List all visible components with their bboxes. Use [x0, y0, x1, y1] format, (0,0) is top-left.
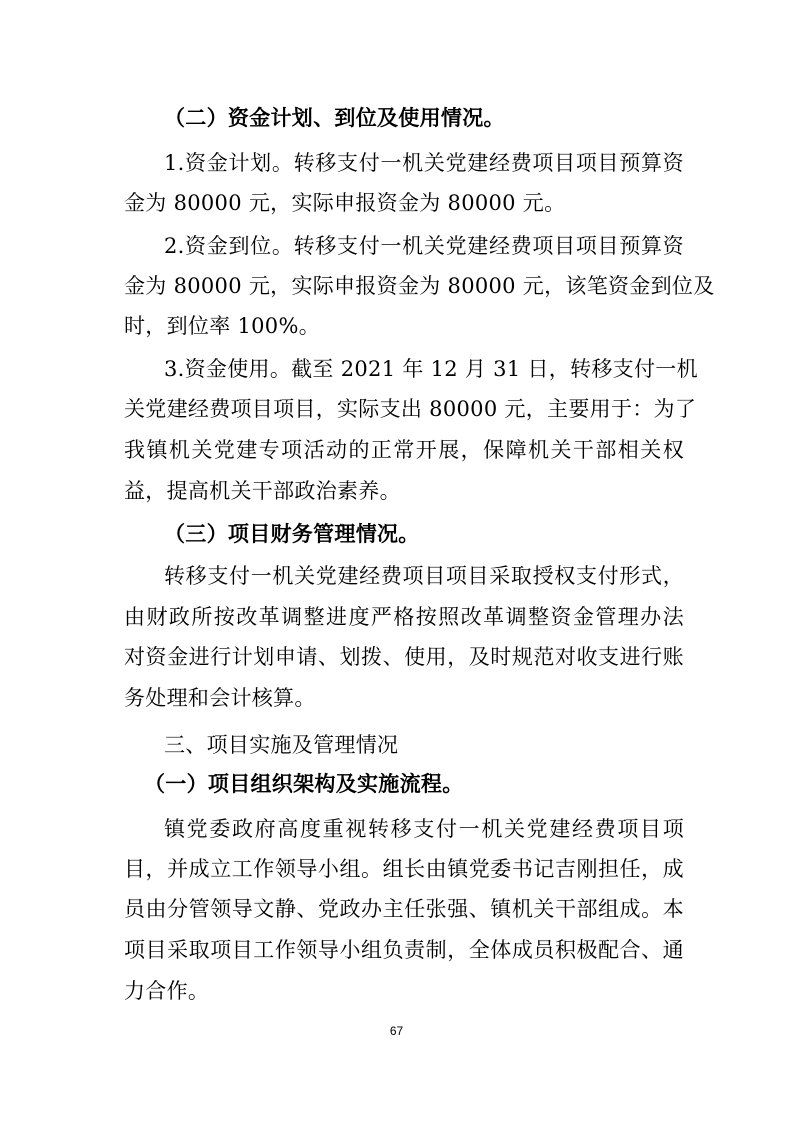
paragraph-line: 转移支付一机关党建经费项目项目采取授权支付形式，	[164, 564, 684, 588]
paragraph-line: 益，提高机关干部政治素养。	[124, 479, 401, 503]
paragraph-line: 金为 80000 元，实际申报资金为 80000 元，该笔资金到位及	[124, 274, 715, 298]
paragraph-line: 对资金进行计划申请、划拨、使用，及时规范对收支进行账	[124, 645, 684, 669]
paragraph-line: 我镇机关党建专项活动的正常开展，保障机关干部相关权	[124, 438, 684, 462]
paragraph-line: 2.资金到位。转移支付一机关党建经费项目项目预算资	[164, 234, 684, 258]
paragraph-line: 3.资金使用。截至 2021 年 12 月 31 日，转移支付一机	[164, 357, 698, 381]
paragraph-line: 金为 80000 元，实际申报资金为 80000 元。	[124, 191, 566, 215]
paragraph-line: 务处理和会计核算。	[124, 686, 316, 710]
paragraph-line: 时，到位率 100%。	[124, 314, 321, 338]
paragraph-line: 项目采取项目工作领导小组负责制，全体成员积极配合、通	[124, 938, 684, 962]
paragraph-line: 力合作。	[124, 979, 210, 1003]
page-number: 67	[389, 1024, 404, 1038]
section-heading-funds: （二）资金计划、到位及使用情况。	[164, 105, 505, 130]
paragraph-line: 1.资金计划。转移支付一机关党建经费项目项目预算资	[164, 151, 684, 175]
section-heading-organization: （一）项目组织架构及实施流程。	[144, 771, 464, 796]
chapter-heading-implementation: 三、项目实施及管理情况	[164, 733, 399, 757]
paragraph-line: 由财政所按改革调整进度严格按照改革调整资金管理办法	[124, 605, 684, 629]
paragraph-line: 关党建经费项目项目，实际支出 80000 元，主要用于：为了	[124, 397, 697, 421]
section-heading-finance: （三）项目财务管理情况。	[164, 521, 420, 546]
paragraph-line: 目，并成立工作领导小组。组长由镇党委书记吉刚担任，成	[124, 857, 684, 881]
paragraph-line: 员由分管领导文静、党政办主任张强、镇机关干部组成。本	[124, 897, 684, 921]
paragraph-line: 镇党委政府高度重视转移支付一机关党建经费项目项	[164, 817, 684, 841]
